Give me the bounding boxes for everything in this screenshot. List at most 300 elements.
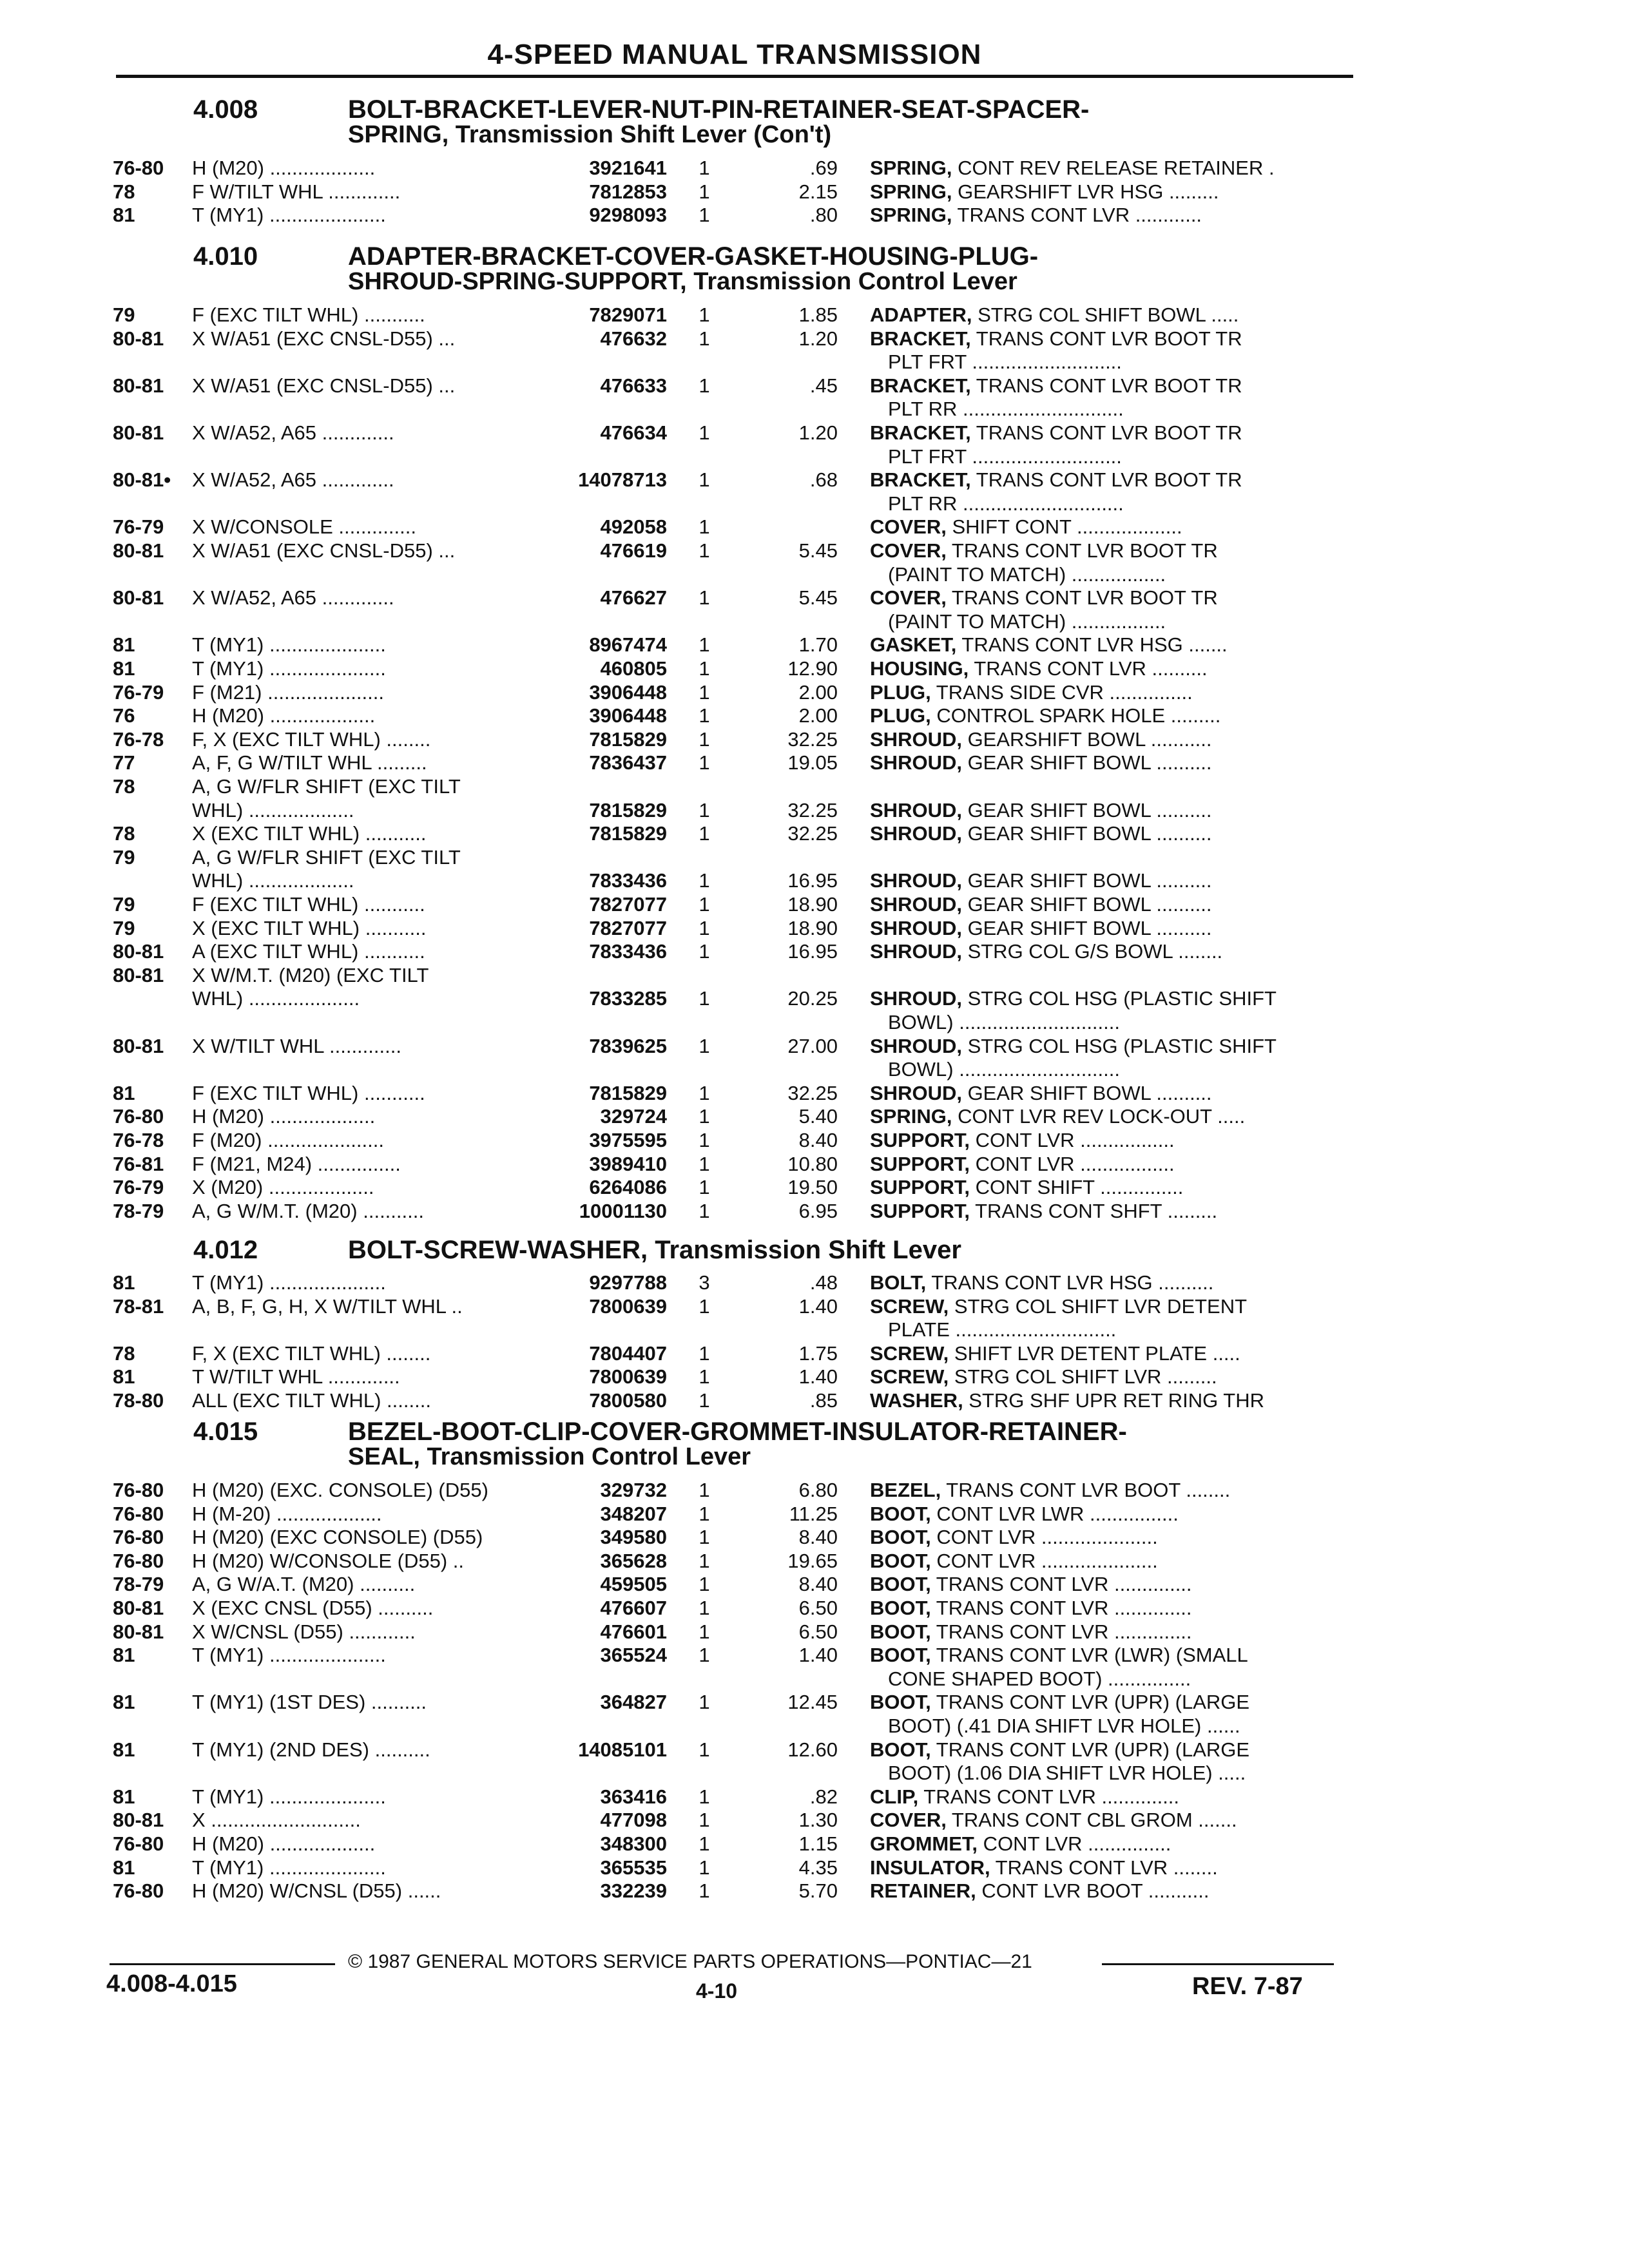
part-number: 7833285 — [589, 987, 667, 1010]
part-number: 7827077 — [589, 893, 667, 916]
part-name: PLUG, — [870, 681, 931, 704]
table-row — [0, 1199, 1629, 1223]
part-number: 7800580 — [589, 1389, 667, 1412]
table-row — [0, 680, 1629, 704]
part-number: 460805 — [600, 657, 667, 680]
application: X W/A52, A65 ............. — [192, 468, 394, 491]
application: H (M20) W/CNSL (D55) ...... — [192, 1879, 441, 1902]
quantity: 1 — [699, 586, 710, 609]
application: A, G W/A.T. (M20) .......... — [192, 1573, 416, 1595]
part-description — [870, 539, 1334, 562]
part-number: 329724 — [600, 1105, 667, 1128]
model-years: 76-80 — [113, 1879, 164, 1902]
part-description — [870, 657, 1334, 680]
application: H (M20) W/CONSOLE (D55) .. — [192, 1550, 464, 1572]
part-name: BOOT, — [870, 1691, 931, 1713]
price: 8.40 — [798, 1573, 838, 1595]
part-detail: TRANS CONT LVR BOOT TR — [970, 374, 1242, 397]
model-years: 81 — [113, 204, 135, 226]
price: 1.20 — [798, 327, 838, 350]
table-row — [0, 180, 1629, 204]
part-detail: TRANS CONT LVR .............. — [930, 1573, 1192, 1595]
part-detail: CONT REV RELEASE RETAINER . — [952, 157, 1275, 179]
part-number: 14085101 — [578, 1738, 667, 1761]
title-rule — [116, 75, 1353, 78]
part-description — [870, 1643, 1334, 1667]
quantity: 1 — [699, 327, 710, 350]
table-row — [0, 633, 1629, 657]
table-row — [0, 515, 1629, 539]
part-name: BRACKET, — [870, 374, 971, 397]
part-name: BOOT, — [870, 1597, 931, 1619]
model-years: 81 — [113, 633, 135, 656]
part-detail: STRG SHF UPR RET RING THR — [963, 1389, 1265, 1412]
part-description — [870, 586, 1334, 610]
table-row — [0, 1294, 1629, 1318]
model-years: 80-81 — [113, 1620, 164, 1643]
part-detail: CONT LVR ..................... — [930, 1550, 1158, 1572]
page-title: 4-SPEED MANUAL TRANSMISSION — [487, 39, 982, 70]
part-number: 348207 — [600, 1503, 667, 1525]
table-row — [0, 751, 1629, 774]
part-number: 7833436 — [589, 869, 667, 892]
part-detail: TRANS CONT LVR BOOT TR — [946, 586, 1218, 609]
part-detail: TRANS CONT LVR BOOT TR — [970, 421, 1242, 444]
application: F (EXC TILT WHL) ........... — [192, 1082, 425, 1104]
part-description — [870, 203, 1334, 227]
part-description — [870, 1620, 1334, 1644]
part-description — [870, 1271, 1334, 1294]
application: A (EXC TILT WHL) ........... — [192, 940, 425, 963]
part-detail-cont: BOWL) ............................. — [888, 1058, 1120, 1081]
part-number: 9297788 — [589, 1271, 667, 1294]
model-years: 80-81 — [113, 421, 164, 444]
table-row — [0, 727, 1629, 751]
part-description — [870, 1502, 1334, 1526]
part-number: 7839625 — [589, 1035, 667, 1057]
part-detail: CONT LVR ............... — [978, 1832, 1171, 1855]
model-years: 81 — [113, 1271, 135, 1294]
table-row — [0, 1572, 1629, 1596]
price: 12.45 — [787, 1691, 838, 1713]
part-description — [870, 1175, 1334, 1199]
model-years: 78-81 — [113, 1295, 164, 1318]
application: X W/A52, A65 ............. — [192, 421, 394, 444]
part-name: ADAPTER, — [870, 303, 972, 326]
quantity: 1 — [699, 633, 710, 656]
price: 19.65 — [787, 1550, 838, 1572]
part-number: 3921641 — [589, 157, 667, 179]
table-row — [0, 1785, 1629, 1809]
quantity: 1 — [699, 1526, 710, 1548]
table-row — [0, 1034, 1629, 1058]
description-continuation — [0, 562, 1629, 586]
part-description — [870, 1832, 1334, 1856]
part-number: 476619 — [600, 539, 667, 562]
price: 19.05 — [787, 751, 838, 774]
quantity: 1 — [699, 751, 710, 774]
table-row — [0, 986, 1629, 1010]
part-detail: CONT LVR ..................... — [930, 1526, 1158, 1548]
model-years: 81 — [113, 657, 135, 680]
part-name: SCREW, — [870, 1295, 949, 1318]
part-number: 348300 — [600, 1832, 667, 1855]
application: A, B, F, G, H, X W/TILT WHL .. — [192, 1295, 463, 1318]
model-years: 76-80 — [113, 1526, 164, 1548]
part-number: 477098 — [600, 1809, 667, 1831]
model-years: 78-79 — [113, 1573, 164, 1595]
model-years: 81 — [113, 1785, 135, 1808]
part-description — [870, 1525, 1334, 1549]
table-row — [0, 156, 1629, 180]
part-name: SUPPORT, — [870, 1129, 970, 1151]
quantity: 1 — [699, 1809, 710, 1831]
part-number: 476607 — [600, 1597, 667, 1619]
description-continuation — [0, 1667, 1629, 1691]
part-number: 476634 — [600, 421, 667, 444]
quantity: 1 — [699, 421, 710, 444]
quantity: 1 — [699, 704, 710, 727]
part-detail-cont: PLATE ............................. — [888, 1318, 1117, 1341]
part-name: SHROUD, — [870, 751, 962, 774]
table-row — [0, 586, 1629, 610]
part-detail: TRANS CONT LVR .......... — [969, 657, 1208, 680]
section-title: ADAPTER-BRACKET-COVER-GASKET-HOUSING-PLUG- — [348, 242, 1039, 271]
part-detail-cont: CONE SHAPED BOOT) ............... — [888, 1667, 1191, 1690]
part-detail: GEARSHIFT BOWL ........... — [961, 728, 1212, 751]
description-continuation — [0, 1010, 1629, 1034]
price: 16.95 — [787, 869, 838, 892]
price: 1.20 — [798, 421, 838, 444]
model-years: 78 — [113, 775, 135, 798]
model-years: 78 — [113, 180, 135, 203]
table-row — [0, 468, 1629, 492]
table-row — [0, 1643, 1629, 1667]
price: 1.40 — [798, 1644, 838, 1666]
application: H (M20) ................... — [192, 704, 376, 727]
table-row — [0, 1832, 1629, 1856]
table-row — [0, 1596, 1629, 1620]
table-row — [0, 1690, 1629, 1714]
part-number: 476633 — [600, 374, 667, 397]
quantity: 1 — [699, 728, 710, 751]
part-description — [870, 1879, 1334, 1903]
part-description — [870, 1294, 1334, 1318]
model-years: 76-80 — [113, 1479, 164, 1501]
application: H (M20) (EXC. CONSOLE) (D55) — [192, 1479, 488, 1501]
section-title: BEZEL-BOOT-CLIP-COVER-GROMMET-INSULATOR-RETAINER- — [348, 1418, 1127, 1446]
part-description — [870, 1199, 1334, 1223]
application: F (EXC TILT WHL) ........... — [192, 303, 425, 326]
quantity: 1 — [699, 374, 710, 397]
application: H (M-20) ................... — [192, 1503, 382, 1525]
price: 12.60 — [787, 1738, 838, 1761]
application: X (EXC TILT WHL) ........... — [192, 822, 427, 845]
application: X W/TILT WHL ............. — [192, 1035, 401, 1057]
model-years: 79 — [113, 893, 135, 916]
application: F (M21) ..................... — [192, 681, 384, 704]
part-name: BRACKET, — [870, 421, 971, 444]
part-detail: CONT LVR LWR ................ — [930, 1503, 1179, 1525]
price: 12.90 — [787, 657, 838, 680]
part-detail: CONT LVR ................. — [970, 1153, 1175, 1175]
price: 32.25 — [787, 728, 838, 751]
model-years: 81 — [113, 1082, 135, 1104]
part-description — [870, 156, 1334, 180]
part-number: 9298093 — [589, 204, 667, 226]
part-detail: GEARSHIFT LVR HSG ......... — [952, 180, 1219, 203]
price: .69 — [809, 157, 838, 179]
part-detail-cont: BOOT) (.41 DIA SHIFT LVR HOLE) ...... — [888, 1715, 1240, 1737]
application: F W/TILT WHL ............. — [192, 180, 401, 203]
part-name: PLUG, — [870, 704, 931, 727]
part-name: SUPPORT, — [870, 1200, 970, 1222]
price: 1.30 — [798, 1809, 838, 1831]
part-description — [870, 869, 1334, 892]
quantity: 1 — [699, 1129, 710, 1151]
part-detail: CONTROL SPARK HOLE ......... — [930, 704, 1221, 727]
quantity: 1 — [699, 940, 710, 963]
table-row — [0, 1808, 1629, 1832]
part-detail-cont: (PAINT TO MATCH) ................. — [888, 563, 1166, 586]
table-row — [0, 1175, 1629, 1199]
part-name: SPRING, — [870, 180, 952, 203]
part-number: 7815829 — [589, 1082, 667, 1104]
application: H (M20) ................... — [192, 157, 376, 179]
table-row — [0, 1620, 1629, 1644]
part-detail: TRANS CONT LVR .............. — [918, 1785, 1180, 1808]
model-years: 78-79 — [113, 1200, 164, 1222]
part-number: 14078713 — [578, 468, 667, 491]
application: X W/A51 (EXC CNSL-D55) ... — [192, 539, 456, 562]
model-years: 76-80 — [113, 1550, 164, 1572]
part-description — [870, 1690, 1334, 1714]
price: 18.90 — [787, 893, 838, 916]
price: 1.70 — [798, 633, 838, 656]
table-row — [0, 704, 1629, 727]
table-row — [0, 1856, 1629, 1879]
application: WHL) .................... — [192, 987, 360, 1010]
model-years: 80-81 — [113, 940, 164, 963]
section-title-cont: SHROUD-SPRING-SUPPORT, Transmission Control Lever — [348, 268, 1017, 295]
quantity: 1 — [699, 1785, 710, 1808]
quantity: 1 — [699, 1550, 710, 1572]
quantity: 1 — [699, 1503, 710, 1525]
part-description — [870, 798, 1334, 822]
price: 5.45 — [798, 586, 838, 609]
model-years: 76 — [113, 704, 135, 727]
part-detail: GEAR SHIFT BOWL .......... — [961, 893, 1212, 916]
application: F (EXC TILT WHL) ........... — [192, 893, 425, 916]
part-name: SPRING, — [870, 204, 952, 226]
part-number: 3906448 — [589, 681, 667, 704]
model-years: 80-81 — [113, 964, 164, 986]
part-number: 349580 — [600, 1526, 667, 1548]
quantity: 1 — [699, 157, 710, 179]
part-name: SHROUD, — [870, 987, 962, 1010]
part-description — [870, 1081, 1334, 1105]
part-description — [870, 421, 1334, 445]
part-name: SHROUD, — [870, 822, 962, 845]
price: 18.90 — [787, 917, 838, 939]
quantity: 1 — [699, 1365, 710, 1388]
part-description — [870, 939, 1334, 963]
table-row — [0, 822, 1629, 845]
price: 5.45 — [798, 539, 838, 562]
model-years: 76-80 — [113, 1105, 164, 1128]
table-row — [0, 1879, 1629, 1903]
footer-page-number: 4-10 — [696, 1979, 738, 2003]
quantity: 1 — [699, 893, 710, 916]
part-description — [870, 303, 1334, 327]
quantity: 1 — [699, 1105, 710, 1128]
part-number: 459505 — [600, 1573, 667, 1595]
quantity: 3 — [699, 1271, 710, 1294]
part-detail: TRANS CONT LVR .............. — [930, 1597, 1192, 1619]
table-row — [0, 916, 1629, 940]
quantity: 1 — [699, 1035, 710, 1057]
part-description — [870, 180, 1334, 204]
part-detail: TRANS CONT LVR HSG .......... — [926, 1271, 1214, 1294]
part-detail: SHIFT LVR DETENT PLATE ..... — [949, 1342, 1240, 1365]
part-detail: GEAR SHIFT BOWL .......... — [961, 799, 1212, 822]
table-row — [0, 1081, 1629, 1105]
model-years: 80-81 — [113, 1809, 164, 1831]
part-detail: TRANS CONT LVR BOOT ........ — [941, 1479, 1231, 1501]
section-title: BOLT-SCREW-WASHER, Transmission Shift Lever — [348, 1236, 961, 1264]
section-title-cont: SEAL, Transmission Control Lever — [348, 1443, 751, 1470]
part-number: 364827 — [600, 1691, 667, 1713]
description-continuation — [0, 1761, 1629, 1785]
table-row — [0, 1271, 1629, 1294]
price: 1.85 — [798, 303, 838, 326]
price: 1.40 — [798, 1365, 838, 1388]
part-name: SPRING, — [870, 1105, 952, 1128]
part-number: 329732 — [600, 1479, 667, 1501]
application: T (MY1) (1ST DES) .......... — [192, 1691, 427, 1713]
part-name: SCREW, — [870, 1342, 949, 1365]
quantity: 1 — [699, 1176, 710, 1198]
application: T (MY1) ..................... — [192, 1644, 386, 1666]
price: 27.00 — [787, 1035, 838, 1057]
model-years: 76-78 — [113, 1129, 164, 1151]
application: X (EXC TILT WHL) ........... — [192, 917, 427, 939]
part-detail: STRG COL SHIFT BOWL ..... — [972, 303, 1239, 326]
application: F, X (EXC TILT WHL) ........ — [192, 728, 431, 751]
part-number: 332239 — [600, 1879, 667, 1902]
part-detail: SHIFT CONT ................... — [946, 515, 1182, 538]
quantity: 1 — [699, 515, 710, 538]
footer-rule-right — [1102, 1963, 1334, 1965]
part-detail-cont: (PAINT TO MATCH) ................. — [888, 610, 1166, 633]
price: 2.00 — [798, 681, 838, 704]
part-name: GROMMET, — [870, 1832, 978, 1855]
quantity: 1 — [699, 1342, 710, 1365]
quantity: 1 — [699, 1832, 710, 1855]
part-name: SHROUD, — [870, 1035, 962, 1057]
part-detail: CONT LVR REV LOCK-OUT ..... — [952, 1105, 1246, 1128]
part-name: BOOT, — [870, 1644, 931, 1666]
part-name: BOLT, — [870, 1271, 927, 1294]
part-name: CLIP, — [870, 1785, 919, 1808]
quantity: 1 — [699, 180, 710, 203]
part-detail-cont: PLT RR ............................. — [888, 492, 1124, 515]
application: X ........................... — [192, 1809, 361, 1831]
part-description — [870, 1478, 1334, 1502]
table-row — [0, 303, 1629, 327]
section-title: BOLT-BRACKET-LEVER-NUT-PIN-RETAINER-SEAT-SPACER- — [348, 95, 1090, 124]
table-row — [0, 892, 1629, 916]
part-detail: CONT LVR ................. — [970, 1129, 1175, 1151]
application: H (M20) (EXC CONSOLE) (D55) — [192, 1526, 483, 1548]
model-years: 76-80 — [113, 157, 164, 179]
part-detail: TRANS CONT LVR (UPR) (LARGE — [930, 1738, 1250, 1761]
table-row — [0, 798, 1629, 822]
application: X W/M.T. (M20) (EXC TILT — [192, 964, 429, 986]
part-number: 7800639 — [589, 1365, 667, 1388]
part-number: 7815829 — [589, 822, 667, 845]
part-detail-cont: PLT FRT ........................... — [888, 351, 1122, 373]
part-number: 3975595 — [589, 1129, 667, 1151]
quantity: 1 — [699, 681, 710, 704]
application: ALL (EXC TILT WHL) ........ — [192, 1389, 431, 1412]
part-detail: TRANS CONT LVR BOOT TR — [970, 468, 1242, 491]
model-years: 80-81 — [113, 586, 164, 609]
part-detail: GEAR SHIFT BOWL .......... — [961, 751, 1212, 774]
part-number: 476627 — [600, 586, 667, 609]
table-row — [0, 1341, 1629, 1365]
application: F (M20) ..................... — [192, 1129, 384, 1151]
table-row — [0, 1128, 1629, 1152]
part-description — [870, 1808, 1334, 1832]
price: .48 — [809, 1271, 838, 1294]
part-name: SHROUD, — [870, 917, 962, 939]
part-detail: CONT LVR BOOT ........... — [976, 1879, 1210, 1902]
part-description — [870, 1596, 1334, 1620]
part-number: 6264086 — [589, 1176, 667, 1198]
application: F, X (EXC TILT WHL) ........ — [192, 1342, 431, 1365]
model-years: 80-81 — [113, 327, 164, 350]
part-number: 7815829 — [589, 728, 667, 751]
part-number: 476601 — [600, 1620, 667, 1643]
application: T (MY1) ..................... — [192, 633, 386, 656]
part-detail: TRANS CONT CBL GROM ....... — [946, 1809, 1237, 1831]
application: T W/TILT WHL ............. — [192, 1365, 400, 1388]
footer-copyright: © 1987 GENERAL MOTORS SERVICE PARTS OPERATIONS—PONTIAC—21 — [348, 1951, 1032, 1972]
table-row — [0, 203, 1629, 227]
price: 2.15 — [798, 180, 838, 203]
table-row — [0, 869, 1629, 892]
quantity: 1 — [699, 869, 710, 892]
part-name: COVER, — [870, 1809, 947, 1831]
price: 6.80 — [798, 1479, 838, 1501]
model-years: 80-81• — [113, 468, 171, 491]
part-number: 10001130 — [579, 1200, 667, 1222]
part-detail: TRANS CONT SHFT ......... — [970, 1200, 1218, 1222]
part-description — [870, 1341, 1334, 1365]
price: 1.75 — [798, 1342, 838, 1365]
model-years: 80-81 — [113, 539, 164, 562]
part-detail-cont: PLT FRT ........................... — [888, 445, 1122, 468]
description-continuation — [0, 1714, 1629, 1738]
part-detail: TRANS CONT LVR (UPR) (LARGE — [930, 1691, 1250, 1713]
part-detail: GEAR SHIFT BOWL .......... — [961, 822, 1212, 845]
price: 5.70 — [798, 1879, 838, 1902]
part-number: 365524 — [600, 1644, 667, 1666]
part-description — [870, 1104, 1334, 1128]
price: 5.40 — [798, 1105, 838, 1128]
price: 16.95 — [787, 940, 838, 963]
